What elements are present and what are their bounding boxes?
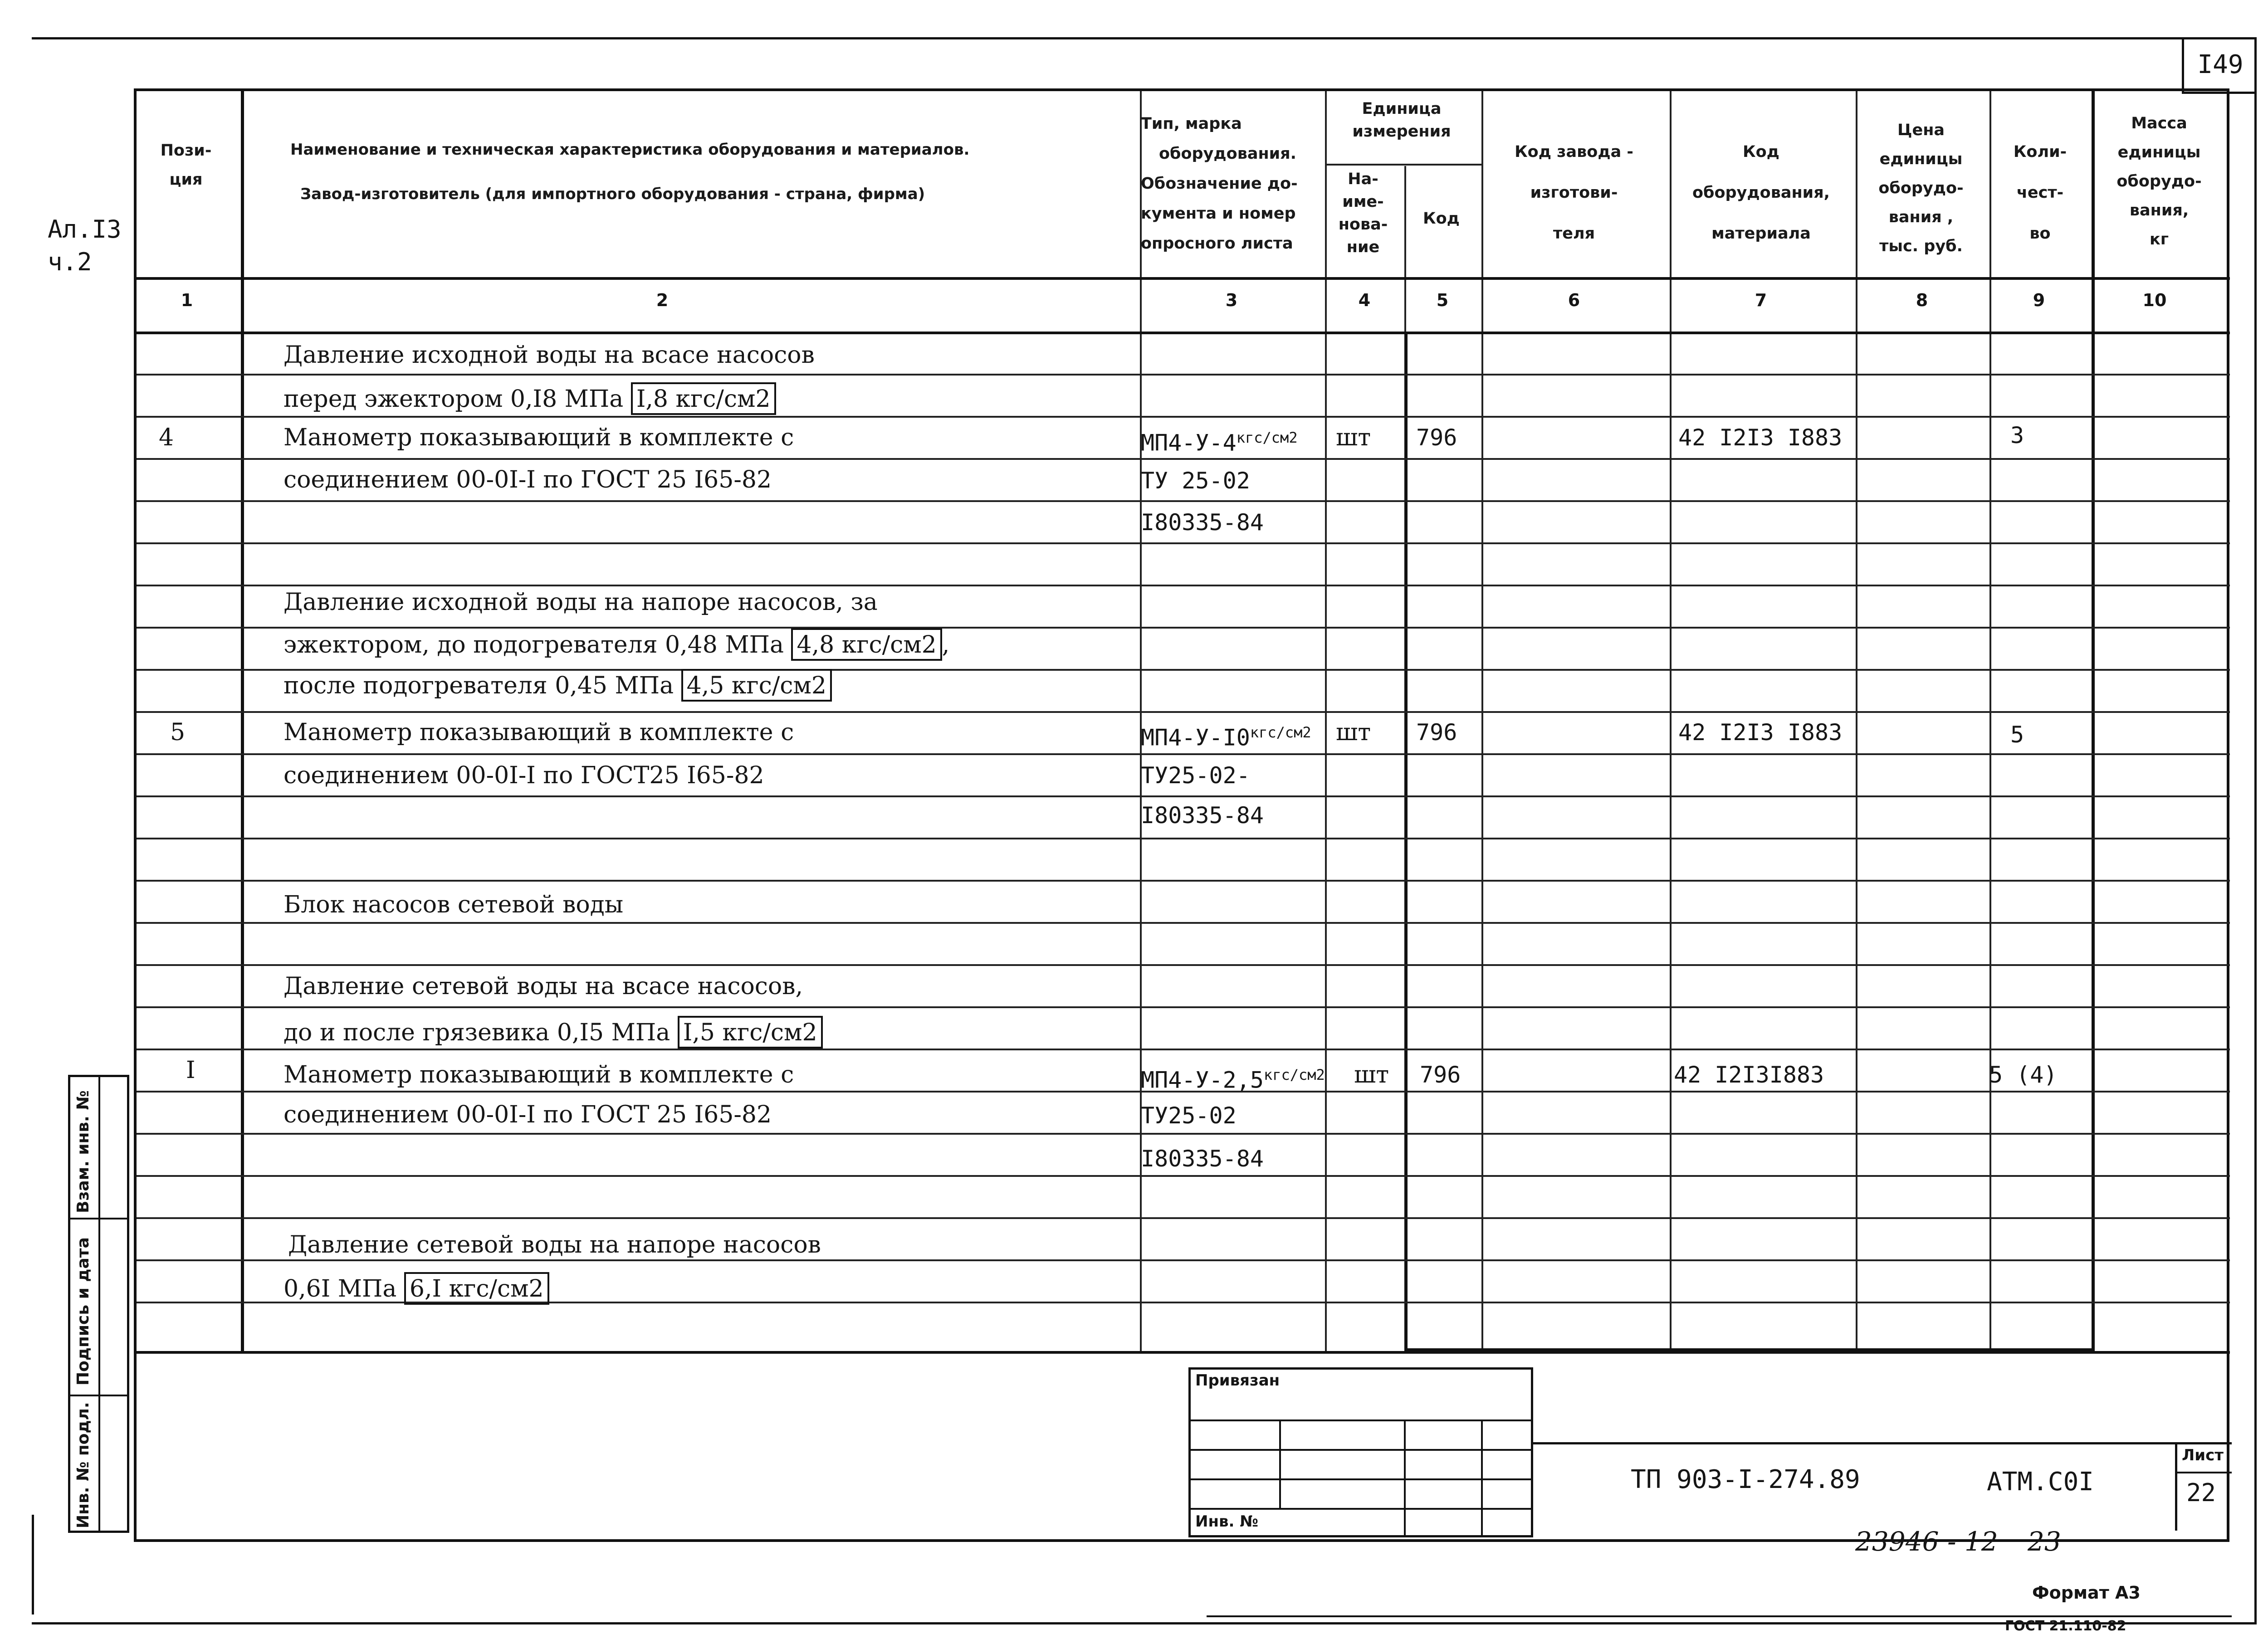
header-line: Завод-изготовитель (для импортного оборудования - страна, фирма) xyxy=(300,185,925,203)
header-line: единицы xyxy=(2117,143,2201,161)
binding-vline xyxy=(1481,1419,1483,1537)
column-number: 2 xyxy=(656,290,669,310)
row-18-type xyxy=(1141,1061,1325,1094)
header-line: оборудования, xyxy=(1692,184,1830,202)
row-22-name: Давление сетевой воды на напоре насосов xyxy=(288,1231,821,1258)
table-body-bottom xyxy=(137,1351,2230,1354)
row-3-position: 4 xyxy=(159,424,174,451)
text: , xyxy=(942,631,950,658)
sheet-divider xyxy=(2177,1472,2232,1473)
row-line xyxy=(137,711,2230,713)
row-12-type: I80335-84 xyxy=(1141,802,1264,829)
header-line: На- xyxy=(1348,170,1378,188)
title-block xyxy=(1533,1442,2232,1535)
row-line xyxy=(137,795,2230,797)
stamp-divider xyxy=(70,1218,129,1219)
col-divider-7 xyxy=(1856,91,1857,1352)
header-line: тыс. руб. xyxy=(1879,237,1963,255)
header-line: опросного листа xyxy=(1141,234,1293,253)
column-number: 8 xyxy=(1916,290,1928,310)
header-line: Обозначение до- xyxy=(1141,175,1298,193)
row-line xyxy=(137,922,2230,924)
header-line: Наименование и техническая характеристика оборудования и материалов. xyxy=(290,141,970,159)
unit-superscript: кгс/см2 xyxy=(1263,1066,1325,1083)
row-10-equipment-code: 42 I2I3 I883 xyxy=(1678,719,1843,746)
header-equipment-code xyxy=(1669,132,1853,254)
header-price xyxy=(1855,116,1987,261)
standard-label: ГОСТ 21.110-82 xyxy=(2005,1618,2126,1634)
header-line: вания , xyxy=(1888,208,1954,226)
header-line: измерения xyxy=(1352,122,1451,141)
unit-group-divider xyxy=(1325,164,1481,166)
row-3-code: 796 xyxy=(1416,424,1457,451)
header-line: Цена xyxy=(1897,121,1945,139)
row-20-type: I80335-84 xyxy=(1141,1146,1264,1172)
header-bottom-line xyxy=(137,277,2230,280)
row-10-code: 796 xyxy=(1416,719,1457,746)
col-divider-5 xyxy=(1481,91,1483,1352)
row-19-name: соединением 00-0I-I по ГОСТ 25 I65-82 xyxy=(284,1101,772,1128)
unit-superscript: кгс/см2 xyxy=(1250,724,1311,741)
row-2-name xyxy=(284,382,776,415)
bracket-value: I,5 кгс/см2 xyxy=(678,1016,823,1049)
binding-vline xyxy=(1279,1419,1281,1508)
row-1-name: Давление исходной воды на всасе насосов xyxy=(284,341,815,369)
header-plant-code xyxy=(1481,132,1667,254)
row-line xyxy=(137,964,2230,966)
row-line xyxy=(137,374,2230,376)
row-18-name: Манометр показывающий в комплекте с xyxy=(284,1061,794,1088)
sheet-label: Лист xyxy=(2182,1446,2224,1464)
album-line-2: ч.2 xyxy=(48,248,92,276)
col-divider-8 xyxy=(1989,91,1991,1352)
row-line xyxy=(137,1217,2230,1219)
column-number: 9 xyxy=(2033,290,2045,310)
column-number: 7 xyxy=(1755,290,1767,310)
row-4-type: ТУ 25-02 xyxy=(1141,468,1250,494)
row-line xyxy=(137,1259,2230,1261)
row-line xyxy=(137,542,2230,544)
row-3-name: Манометр показывающий в комплекте с xyxy=(284,424,794,451)
row-line xyxy=(137,838,2230,839)
row-line xyxy=(137,880,2230,882)
unit-superscript: кгс/см2 xyxy=(1236,429,1298,446)
header-line: Единица xyxy=(1362,100,1442,118)
archive-page: 23 xyxy=(2028,1526,2061,1557)
text: МП4-У-I0 xyxy=(1141,724,1250,751)
page-frame-left-edge xyxy=(32,1515,34,1614)
header-line: оборудования. xyxy=(1159,145,1296,163)
header-type xyxy=(1141,109,1322,259)
row-line xyxy=(137,1133,2230,1135)
text: МП4-У-4 xyxy=(1141,429,1237,456)
row-10-name: Манометр показывающий в комплекте с xyxy=(284,719,794,746)
header-position xyxy=(136,136,236,194)
row-3-unit: шт xyxy=(1336,424,1371,451)
header-unit-name xyxy=(1325,168,1402,259)
album-line-1: Ал.I3 xyxy=(48,215,122,244)
col-divider-6 xyxy=(1670,91,1672,1352)
header-line: кумента и номер xyxy=(1141,205,1296,223)
header-line: ция xyxy=(169,171,203,189)
row-line xyxy=(137,1175,2230,1177)
stamp-divider xyxy=(98,1077,100,1531)
row-14-name: Блок насосов сетевой воды xyxy=(284,891,624,918)
text: 0,6I МПа xyxy=(284,1275,397,1302)
row-18-quantity: 5 (4) xyxy=(1989,1062,2058,1088)
row-7-name: Давление исходной воды на напоре насосов, за xyxy=(284,589,878,616)
sheet-value: 22 xyxy=(2186,1478,2216,1507)
row-line xyxy=(137,1006,2230,1008)
row-line xyxy=(137,585,2230,586)
header-quantity xyxy=(1989,132,2091,254)
stamp-signature-date: Подпись и дата xyxy=(74,1237,93,1385)
binding-box xyxy=(1188,1367,1533,1537)
row-9-name xyxy=(284,669,832,702)
binding-vline xyxy=(1404,1419,1406,1537)
header-line: ние xyxy=(1346,238,1380,256)
text: эжектором, до подогревателя 0,48 МПа xyxy=(284,631,784,658)
row-8-name xyxy=(284,628,949,661)
row-18-code: 796 xyxy=(1420,1062,1461,1088)
row-3-quantity: 3 xyxy=(2010,422,2024,449)
header-line: кг xyxy=(2149,230,2169,249)
header-line: нова- xyxy=(1338,215,1388,234)
header-line: Пози- xyxy=(160,141,212,160)
stamp-original-inventory: Инв. № подл. xyxy=(74,1402,93,1528)
row-4-name: соединением 00-0I-I по ГОСТ 25 I65-82 xyxy=(284,466,772,493)
binding-label: Привязан xyxy=(1195,1371,1280,1390)
bottom-rule xyxy=(1207,1615,2232,1617)
data-box-left xyxy=(1404,332,1408,1352)
column-number: 10 xyxy=(2142,290,2167,310)
document-designation: ТП 903-I-274.89 xyxy=(1631,1465,1860,1494)
bracket-value: I,8 кгс/см2 xyxy=(631,382,776,415)
header-line: оборудо- xyxy=(2116,172,2202,190)
header-line: чест- xyxy=(2016,184,2064,202)
row-23-name xyxy=(284,1272,549,1305)
header-line: Масса xyxy=(2131,114,2187,132)
row-line xyxy=(137,1049,2230,1050)
album-reference xyxy=(48,213,122,278)
text: после подогревателя 0,45 МПа xyxy=(284,672,674,699)
row-10-type xyxy=(1141,719,1311,751)
column-number: 3 xyxy=(1225,290,1238,310)
header-line: Код xyxy=(1743,143,1779,161)
format-label: Формат А3 xyxy=(2032,1583,2141,1603)
row-line xyxy=(137,500,2230,502)
row-5-type: I80335-84 xyxy=(1141,509,1264,536)
bracket-value: 4,5 кгс/см2 xyxy=(681,669,832,702)
document-code: АТМ.С0I xyxy=(1987,1467,2094,1497)
header-line: оборудо- xyxy=(1878,179,1964,197)
header-unit-code: Код xyxy=(1423,210,1460,228)
stamp-divider xyxy=(70,1395,129,1396)
header-line: вания, xyxy=(2129,201,2189,219)
header-mass xyxy=(2091,109,2227,254)
row-3-equipment-code: 42 I2I3 I883 xyxy=(1678,424,1843,451)
row-17-name xyxy=(284,1016,823,1049)
vertical-stamp xyxy=(68,1075,129,1533)
header-line: материала xyxy=(1711,224,1811,243)
text: перед эжектором 0,I8 МПа xyxy=(284,385,624,413)
col-divider-9 xyxy=(2092,91,2095,1352)
text: до и после грязевика 0,I5 МПа xyxy=(284,1019,670,1046)
bracket-value: 4,8 кгс/см2 xyxy=(791,628,942,661)
header-line: теля xyxy=(1553,224,1595,243)
header-line: име- xyxy=(1342,193,1384,211)
row-19-type: ТУ25-02 xyxy=(1141,1102,1237,1129)
column-number: 4 xyxy=(1358,290,1371,310)
row-16-name: Давление сетевой воды на всасе насосов, xyxy=(284,973,803,1000)
row-18-equipment-code: 42 I2I3I883 xyxy=(1674,1062,1824,1088)
binding-inventory-label: Инв. № xyxy=(1195,1512,1259,1531)
row-10-unit: шт xyxy=(1336,719,1371,746)
column-number: 5 xyxy=(1436,290,1449,310)
row-18-unit: шт xyxy=(1354,1061,1389,1088)
text: МП4-У-2,5 xyxy=(1141,1067,1264,1093)
header-line: во xyxy=(2029,224,2051,243)
row-11-name: соединением 00-0I-I по ГОСТ25 I65-82 xyxy=(284,762,764,789)
numbers-bottom-line xyxy=(137,332,2230,334)
sheet-cell xyxy=(2175,1444,2232,1531)
row-3-type xyxy=(1141,424,1298,457)
row-line xyxy=(137,753,2230,755)
header-line: единицы xyxy=(1879,150,1963,168)
row-line xyxy=(137,458,2230,460)
header-unit-group xyxy=(1325,98,1479,143)
row-11-type: ТУ25-02- xyxy=(1141,762,1250,789)
row-10-position: 5 xyxy=(170,719,186,746)
column-number: 6 xyxy=(1568,290,1580,310)
col-divider-1 xyxy=(241,91,244,1352)
bracket-value: 6,I кгс/см2 xyxy=(404,1272,549,1305)
stamp-replaced-inventory: Взам. инв. № xyxy=(74,1090,93,1213)
row-line xyxy=(137,416,2230,418)
row-18-position: I xyxy=(186,1057,196,1084)
sheet-number: I49 xyxy=(2182,37,2257,94)
col-divider-3 xyxy=(1325,91,1327,1352)
header-line: изготови- xyxy=(1530,184,1618,202)
column-number: 1 xyxy=(181,290,193,310)
header-line: Тип, марка xyxy=(1141,115,1242,133)
header-line: Коли- xyxy=(2013,143,2067,161)
row-10-quantity: 5 xyxy=(2010,722,2024,748)
header-name xyxy=(290,136,1107,208)
archive-number: 23946 - 12 xyxy=(1855,1526,1998,1557)
header-line: Код завода - xyxy=(1515,143,1633,161)
